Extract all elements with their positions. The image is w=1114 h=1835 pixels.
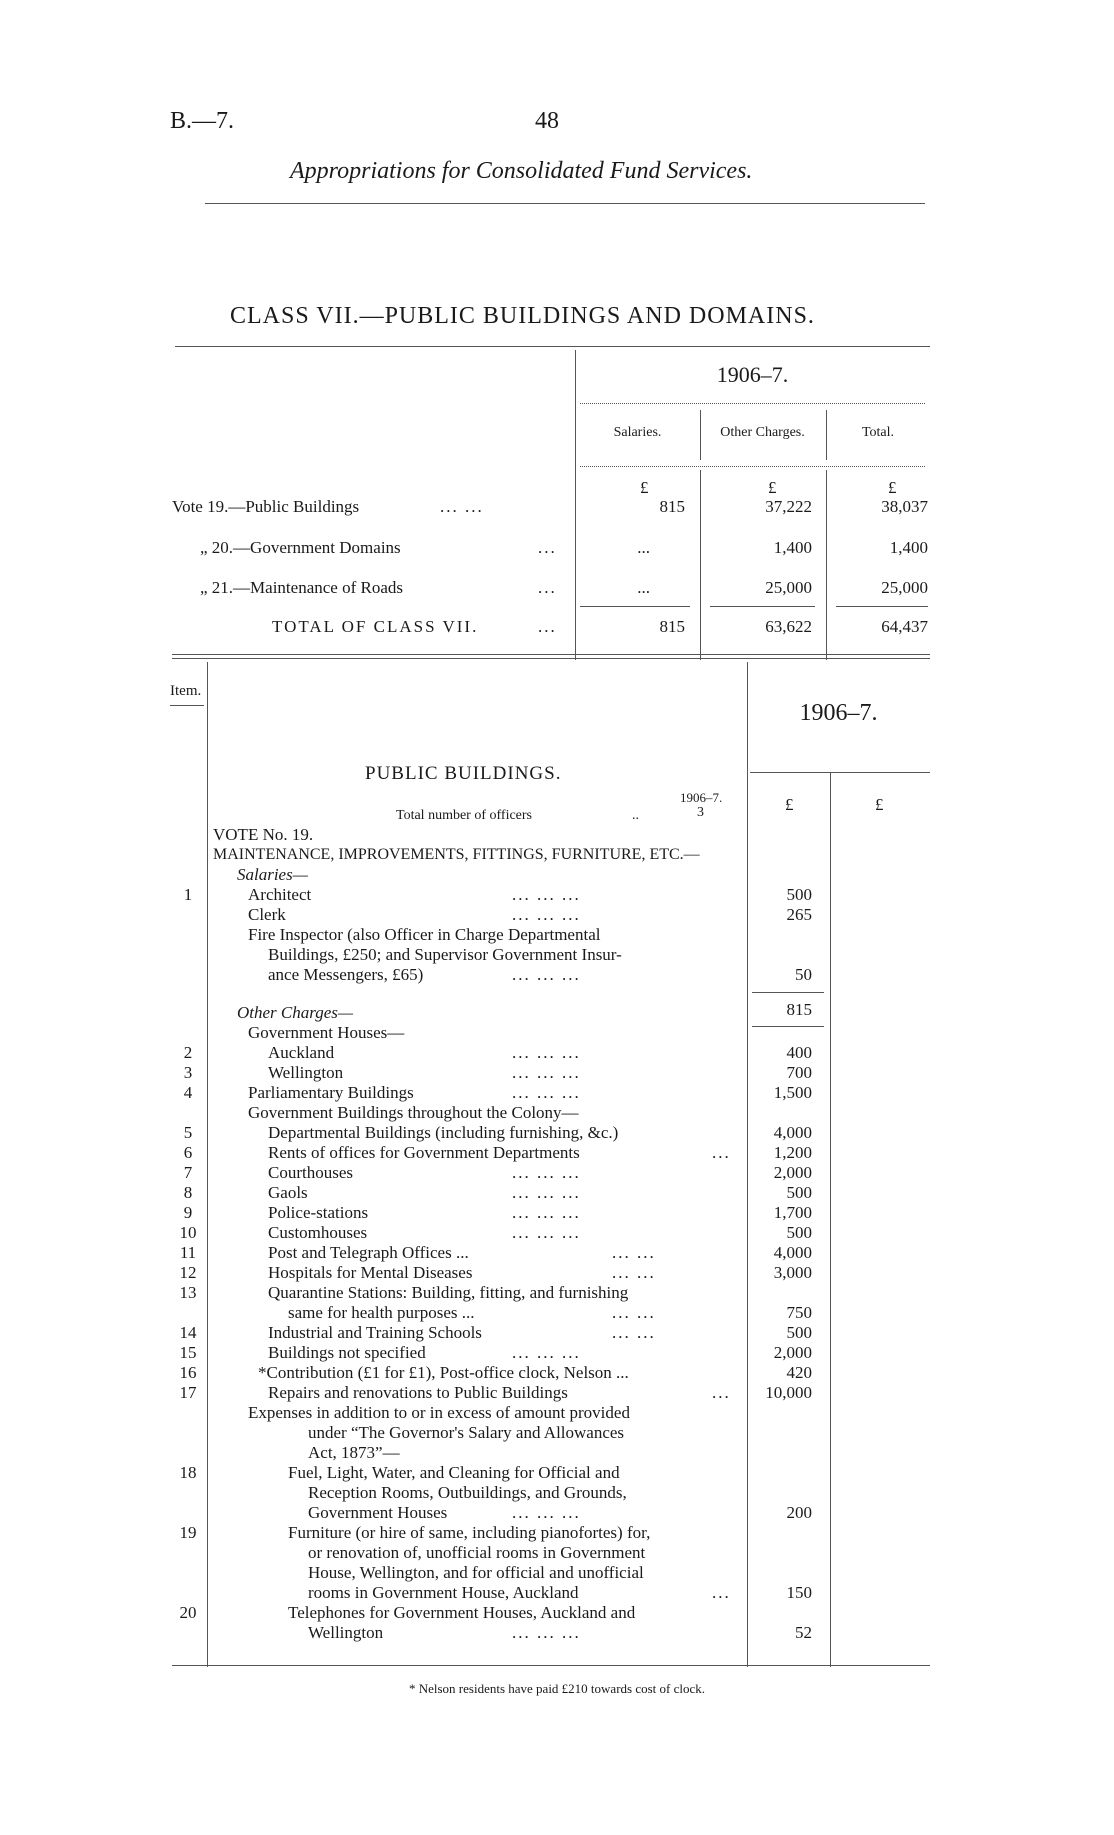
line-item-text: House, Wellington, and for official and unofficial [308,1563,644,1582]
summary-total-other: 63,622 [765,617,812,636]
line-item-dots: ... ... [612,1323,656,1342]
page-number: 48 [535,108,559,134]
summary-bottom-rule-2 [172,658,930,659]
total-rule-total [836,606,928,607]
line-item-text: Gaols [268,1183,308,1202]
line-item-amount: 200 [786,1503,812,1522]
line-item-text: Courthouses [268,1163,353,1182]
footnote: * Nelson residents have paid £210 towards cost of clock. [408,1681,706,1696]
item-number: 17 [179,1383,197,1402]
line-item-dots: ... ... ... [512,905,581,924]
line-item-amount: 500 [786,885,812,904]
col-salaries: Salaries. [613,425,662,440]
line-item-amount: 1,200 [773,1143,812,1162]
class-title: CLASS VII.—PUBLIC BUILDINGS AND DOMAINS. [230,303,815,329]
summary-row-other: 37,222 [765,497,812,516]
summary-total-total: 64,437 [881,617,928,636]
line-item-amount: 150 [786,1583,812,1602]
item-number: 12 [179,1263,197,1282]
colony-heading: Government Buildings throughout the Colony— [248,1103,579,1122]
item-number: 9 [183,1203,193,1222]
line-item-dots: ... ... [612,1303,656,1322]
line-item-text: Customhouses [268,1223,368,1242]
item-number: 2 [183,1043,193,1062]
line-item-amount: 500 [786,1323,812,1342]
expenses-heading: Expenses in addition to or in excess of amount provided [248,1403,630,1422]
item-number: 8 [183,1183,193,1202]
currency-salaries: £ [640,478,649,497]
line-item-text: or renovation of, unofficial rooms in Government [308,1543,646,1562]
salaries-subtotal-rule [752,992,824,993]
line-item-amount: 400 [786,1043,812,1062]
line-item-text: Wellington [268,1063,344,1082]
line-item-amount: 10,000 [765,1383,812,1402]
other-charges-heading: Other Charges— [237,1003,354,1022]
line-item-dots: ... ... ... [512,1623,581,1642]
item-number: 20 [179,1603,197,1622]
line-item-amount: 50 [795,965,812,984]
line-item-text: Buildings, £250; and Supervisor Government Insur- [268,945,622,964]
line-item-text: Hospitals for Mental Diseases [268,1263,473,1282]
currency-col2: £ [875,795,884,814]
line-item-text: Police-stations [268,1203,369,1222]
line-item-text: Departmental Buildings (including furnishing, &c.) [268,1123,619,1142]
line-item-dots: ... ... ... [512,965,581,984]
line-item-text: Repairs and renovations to Public Buildings [268,1383,568,1402]
summary-row-dots: ... [538,578,557,597]
total-rule-salaries [580,606,690,607]
line-item-text: ance Messengers, £65) [268,965,424,984]
summary-row-salaries: ... [637,578,650,597]
officers-count: 3 [697,805,704,820]
line-item-text: same for health purposes ... [288,1303,475,1322]
page-title: Appropriations for Consolidated Fund Services. [290,158,753,184]
item-header-rule [170,705,204,706]
line-item-dots: ... ... ... [512,1343,581,1362]
line-item-amount: 265 [786,905,812,924]
summary-row-label: Vote 19.—Public Buildings [172,497,360,516]
line-item-text: Parliamentary Buildings [248,1083,414,1102]
line-item-dots: ... ... ... [512,885,581,904]
summary-year-rule [580,403,925,404]
line-item-dots: ... ... ... [512,1063,581,1082]
line-item-dots: ... ... ... [512,1183,581,1202]
summary-row-label: „ 21.—Maintenance of Roads [200,578,403,597]
summary-row-label: „ 20.—Government Domains [200,538,401,557]
line-item-amount: 420 [786,1363,812,1382]
summary-year: 1906–7. [716,362,789,387]
col-total: Total. [861,425,895,440]
expenses-heading: Act, 1873”— [308,1443,400,1462]
line-item-text: *Contribution (£1 for £1), Post-office clock, Nelson ... [258,1363,629,1382]
line-item-text: Buildings not specified [268,1343,426,1362]
summary-row-salaries: 815 [659,497,685,516]
line-item-text: Rents of offices for Government Departments [268,1143,580,1162]
line-item-text: Reception Rooms, Outbuildings, and Grounds, [308,1483,627,1502]
line-item-amount: 700 [786,1063,812,1082]
summary-total-salaries: 815 [659,617,685,636]
line-item-text: Quarantine Stations: Building, fitting, and furnishing [268,1283,629,1302]
line-item-dots: ... [712,1143,731,1162]
line-item-text: Architect [248,885,312,904]
summary-total-label: TOTAL OF CLASS VII. [272,617,479,636]
line-item-dots: ... ... ... [512,1223,581,1242]
item-number: 15 [179,1343,197,1362]
salaries-subtotal: 815 [786,1000,812,1019]
line-item-text: Fire Inspector (also Officer in Charge Departmental [248,925,601,944]
line-item-amount: 2,000 [773,1163,812,1182]
line-item-amount: 52 [795,1623,812,1642]
summary-row-other: 25,000 [765,578,812,597]
item-header: Item. [170,683,202,699]
summary-row-total: 1,400 [889,538,928,557]
line-item-text: Wellington [308,1623,384,1642]
officers-dots: .. [632,808,639,823]
item-number: 18 [179,1463,197,1482]
line-item-text: Auckland [268,1043,335,1062]
item-number: 5 [183,1123,193,1142]
section-title: PUBLIC BUILDINGS. [365,763,562,784]
detail-year: 1906–7. [799,700,878,726]
maintenance-heading: MAINTENANCE, IMPROVEMENTS, FITTINGS, FURNITURE, ETC.— [213,846,700,863]
line-item-amount: 1,700 [773,1203,812,1222]
item-number: 14 [179,1323,197,1342]
officers-label: Total number of officers [396,808,532,823]
line-item-dots: ... [712,1583,731,1602]
line-item-amount: 500 [786,1223,812,1242]
item-number: 3 [183,1063,193,1082]
line-item-amount: 750 [786,1303,812,1322]
item-number: 4 [183,1083,193,1102]
summary-bottom-rule [172,654,930,655]
line-item-dots: ... ... ... [512,1083,581,1102]
line-item-dots: ... ... ... [512,1503,581,1522]
summary-top-rule [175,346,930,347]
line-item-text: Telephones for Government Houses, Auckland and [288,1603,636,1622]
officers-year: 1906–7. [680,790,723,805]
vote-label: VOTE No. 19. [213,825,314,844]
summary-row-total: 25,000 [881,578,928,597]
line-item-dots: ... ... ... [512,1203,581,1222]
currency-other: £ [768,478,777,497]
item-number: 11 [179,1243,197,1262]
line-item-text: Post and Telegraph Offices ... [268,1243,469,1262]
item-number: 13 [179,1283,197,1302]
line-item-text: Government Houses [308,1503,448,1522]
line-item-text: Furniture (or hire of same, including pianofortes) for, [288,1523,651,1542]
line-item-text: Clerk [248,905,286,924]
detail-bottom-rule [172,1665,930,1666]
col-other-charges: Other Charges. [720,425,805,440]
line-item-dots: ... ... ... [512,1163,581,1182]
currency-col1: £ [785,795,794,814]
document-code: B.—7. [170,108,235,134]
summary-row-dots: ... ... [440,497,484,516]
summary-total-dots: ... [538,617,557,636]
summary-row-dots: ... [538,538,557,557]
line-item-amount: 3,000 [773,1263,812,1282]
header-rule [205,203,925,204]
line-item-amount: 1,500 [773,1083,812,1102]
line-item-amount: 2,000 [773,1343,812,1362]
salaries-heading: Salaries— [237,865,308,884]
total-rule-other [710,606,815,607]
item-number: 6 [183,1143,193,1162]
line-item-text: Industrial and Training Schools [268,1323,482,1342]
summary-row-total: 38,037 [881,497,928,516]
item-number: 19 [179,1523,197,1542]
line-item-amount: 500 [786,1183,812,1202]
total-column-divider [830,772,831,1667]
line-item-dots: ... ... [612,1263,656,1282]
item-number: 1 [183,885,193,904]
line-item-text: rooms in Government House, Auckland [308,1583,579,1602]
line-item-amount: 4,000 [773,1243,812,1262]
line-item-text: Fuel, Light, Water, and Cleaning for Official and [288,1463,620,1482]
line-item-dots: ... ... [612,1243,656,1262]
item-number: 7 [183,1163,193,1182]
gov-houses-heading: Government Houses— [248,1023,405,1042]
item-number: 16 [179,1363,197,1382]
currency-total: £ [888,478,897,497]
salaries-subtotal-rule-2 [752,1026,824,1027]
item-number: 10 [179,1223,197,1242]
line-item-dots: ... ... ... [512,1043,581,1062]
line-item-amount: 4,000 [773,1123,812,1142]
line-item-dots: ... [712,1383,731,1402]
summary-row-salaries: ... [637,538,650,557]
expenses-heading: under “The Governor's Salary and Allowances [308,1423,625,1442]
summary-row-other: 1,400 [773,538,812,557]
detail-year-rule [750,772,930,773]
col-head-rule [580,466,925,467]
